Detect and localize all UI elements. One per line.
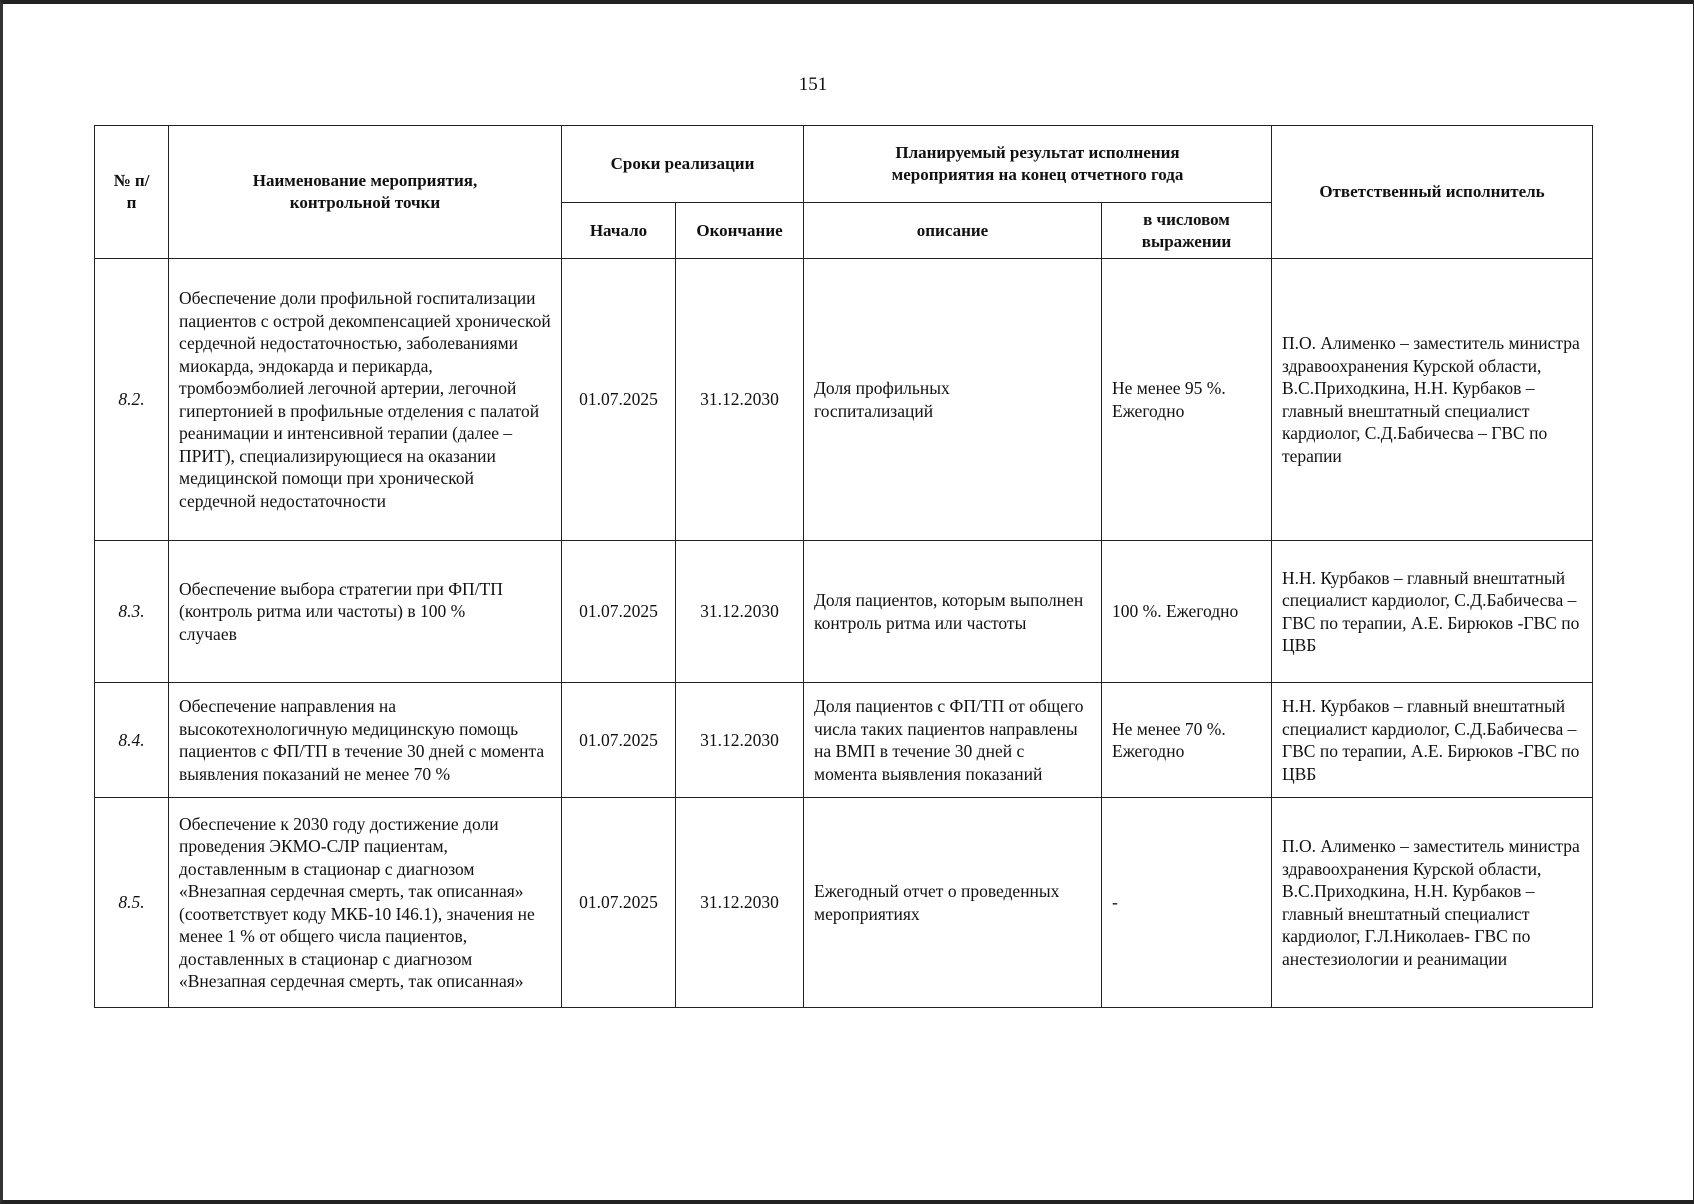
header-description: описание [804, 203, 1102, 259]
page-number: 151 [798, 74, 828, 95]
row-numeric: - [1102, 798, 1272, 1008]
row-name: Обеспечение доли профильной госпитализации пациентов с острой декомпенсацией хронической сердечной недостаточностью, заболеваниями миокарда, эндокарда и перикарда, тромбоэмболией легочной артерии, легочной гипертонией в профильные отделения с палатой реанимации и интенсивной терапии (далее –ПРИТ), специализирующиеся на оказании медицинской помощи при хронической сердечной недостаточности [169, 259, 562, 541]
row-start: 01.07.2025 [562, 683, 676, 798]
header-period: Сроки реализации [562, 126, 804, 203]
row-responsible: П.О. Алименко – заместитель министра здравоохранения Курской области, В.С.Приходкина, Н.Н. Курбаков – главный внештатный специалист кардиолог, Г.Л.Николаев- ГВС по анестезиологии и реанимации [1272, 798, 1593, 1008]
row-end: 31.12.2030 [676, 259, 804, 541]
row-num: 8.3. [95, 541, 169, 683]
header-result: Планируемый результат исполнения мероприятия на конец отчетного года [804, 126, 1272, 203]
row-responsible: Н.Н. Курбаков – главный внештатный специалист кардиолог, С.Д.Бабичесва – ГВС по терапии, А.Е. Бирюков -ГВС по ЦВБ [1272, 683, 1593, 798]
row-num: 8.2. [95, 259, 169, 541]
table-row [95, 798, 1593, 1008]
row-end: 31.12.2030 [676, 798, 804, 1008]
activities-table [94, 125, 1593, 1008]
row-description: Доля пациентов с ФП/ТП от общего числа таких пациентов направлены на ВМП в течение 30 дней с момента выявления показаний [804, 683, 1102, 798]
row-name: Обеспечение к 2030 году достижение доли проведения ЭКМО-СЛР пациентам, доставленным в стационар с диагнозом «Внезапная сердечная смерть, так описанная» (соответствует коду МКБ-10 I46.1), значения не менее 1 % от общего числа пациентов, доставленных в стационар с диагнозом «Внезапная сердечная смерть, так описанная» [169, 798, 562, 1008]
row-start: 01.07.2025 [562, 259, 676, 541]
row-num: 8.4. [95, 683, 169, 798]
row-description: Ежегодный отчет о проведенных мероприятиях [804, 798, 1102, 1008]
row-responsible: П.О. Алименко – заместитель министра здравоохранения Курской области, В.С.Приходкина, Н.Н. Курбаков – главный внештатный специалист кардиолог, С.Д.Бабичесва – ГВС по терапии [1272, 259, 1593, 541]
header-numeric: в числовом выражении [1102, 203, 1272, 259]
row-responsible: Н.Н. Курбаков – главный внештатный специалист кардиолог, С.Д.Бабичесва – ГВС по терапии, А.Е. Бирюков -ГВС по ЦВБ [1272, 541, 1593, 683]
table-row [95, 683, 1593, 798]
row-start: 01.07.2025 [562, 798, 676, 1008]
row-numeric: Не менее 70 %. Ежегодно [1102, 683, 1272, 798]
row-description: Доля профильных госпитализаций [804, 259, 1102, 541]
row-num: 8.5. [95, 798, 169, 1008]
header-responsible: Ответственный исполнитель [1272, 126, 1593, 259]
row-start: 01.07.2025 [562, 541, 676, 683]
row-end: 31.12.2030 [676, 683, 804, 798]
row-numeric: 100 %. Ежегодно [1102, 541, 1272, 683]
header-num: № п/п [95, 126, 169, 259]
header-row-1 [95, 126, 1593, 203]
row-name: Обеспечение выбора стратегии при ФП/ТП (контроль ритма или частоты) в 100 % случаев [169, 541, 562, 683]
header-start: Начало [562, 203, 676, 259]
row-description: Доля пациентов, которым выполнен контроль ритма или частоты [804, 541, 1102, 683]
header-end: Окончание [676, 203, 804, 259]
row-numeric: Не менее 95 %. Ежегодно [1102, 259, 1272, 541]
row-end: 31.12.2030 [676, 541, 804, 683]
header-name: Наименование мероприятия, контрольной точки [169, 126, 562, 259]
table-row [95, 541, 1593, 683]
row-name: Обеспечение направления на высокотехнологичную медицинскую помощь пациентов с ФП/ТП в течение 30 дней с момента выявления показаний не менее 70 % [169, 683, 562, 798]
table-row [95, 259, 1593, 541]
